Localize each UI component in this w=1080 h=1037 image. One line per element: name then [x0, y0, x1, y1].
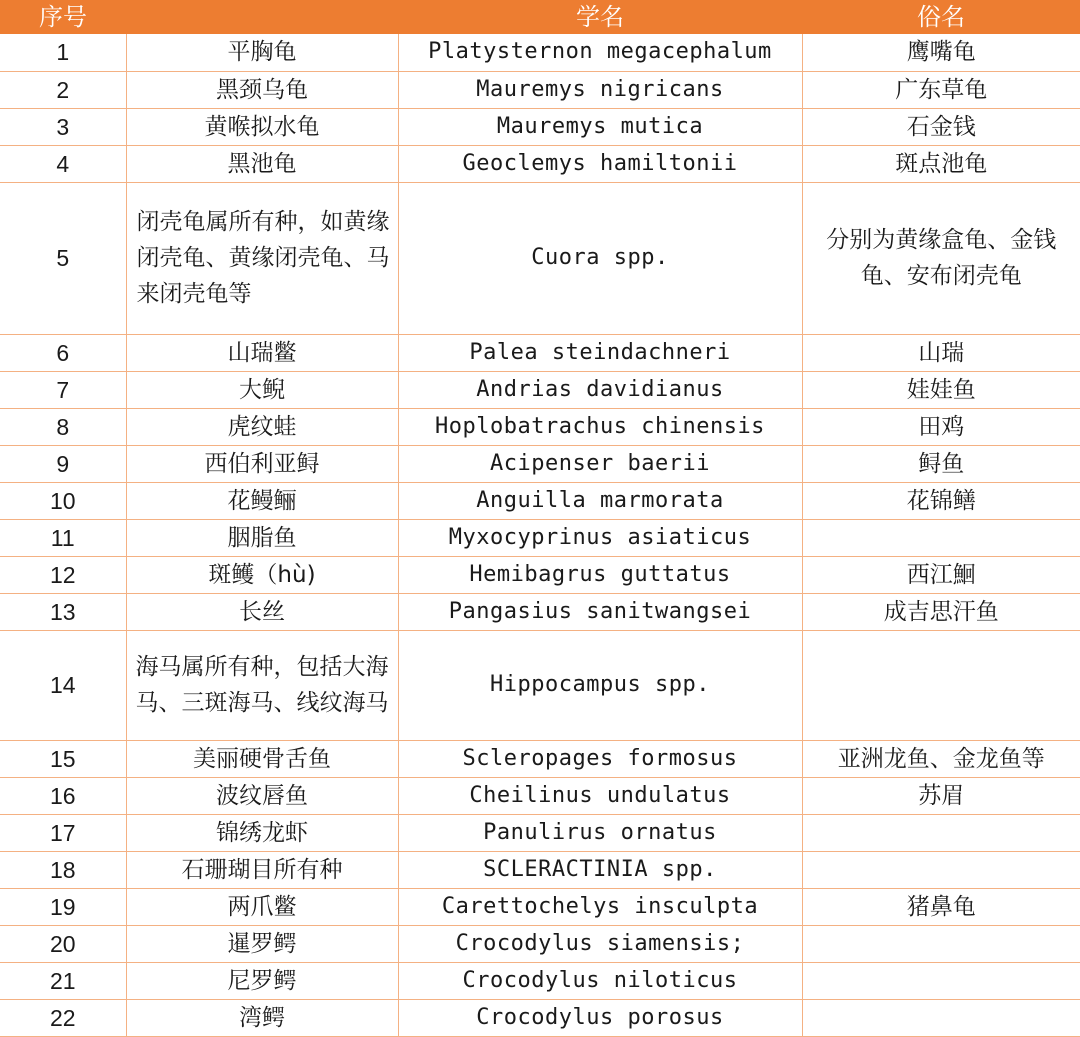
row-scientific-cell: Platysternon megacephalum: [398, 34, 802, 71]
row-common-cell: 石金钱: [802, 108, 1080, 145]
row-name-cell: 暹罗鳄: [126, 925, 398, 962]
table-row: [0, 814, 1080, 851]
table-row: [0, 519, 1080, 556]
row-index-cell: 22: [0, 999, 126, 1036]
table-row: [0, 888, 1080, 925]
row-index-cell: 1: [0, 34, 126, 71]
header-row: [0, 0, 1080, 34]
table-row: [0, 182, 1080, 334]
row-index-cell: 12: [0, 556, 126, 593]
table-row: [0, 851, 1080, 888]
row-index-cell: 14: [0, 630, 126, 740]
row-index-cell: 9: [0, 445, 126, 482]
table-row: [0, 482, 1080, 519]
row-index-cell: 8: [0, 408, 126, 445]
row-name-cell: 黑池龟: [126, 145, 398, 182]
row-common-cell: 猪鼻龟: [802, 888, 1080, 925]
row-common-cell: 田鸡: [802, 408, 1080, 445]
row-index-cell: 6: [0, 334, 126, 371]
table-row: [0, 34, 1080, 71]
row-scientific-cell: Carettochelys insculpta: [398, 888, 802, 925]
row-scientific-cell: Mauremys nigricans: [398, 71, 802, 108]
row-index-cell: 18: [0, 851, 126, 888]
row-index-cell: 13: [0, 593, 126, 630]
row-name-cell: 两爪鳖: [126, 888, 398, 925]
table-row: [0, 556, 1080, 593]
row-index-cell: 19: [0, 888, 126, 925]
row-scientific-cell: Crocodylus porosus: [398, 999, 802, 1036]
row-name-cell: 长丝: [126, 593, 398, 630]
row-name-cell: 湾鳄: [126, 999, 398, 1036]
row-scientific-cell: Acipenser baerii: [398, 445, 802, 482]
row-name-cell: 斑鳠（hù): [126, 556, 398, 593]
table-row: [0, 630, 1080, 740]
row-name-cell: 尼罗鳄: [126, 962, 398, 999]
row-index-cell: 16: [0, 777, 126, 814]
table-body: [0, 34, 1080, 1036]
row-common-cell: 西江鮰: [802, 556, 1080, 593]
header-scientific: 学名: [398, 0, 802, 34]
row-common-cell: [802, 630, 1080, 740]
row-common-cell: 花锦鳝: [802, 482, 1080, 519]
header-name: [126, 0, 398, 34]
row-index-cell: 2: [0, 71, 126, 108]
table-row: [0, 777, 1080, 814]
row-name-cell: 海马属所有种，包括大海马、三斑海马、线纹海马: [126, 630, 398, 740]
row-common-cell: [802, 519, 1080, 556]
row-scientific-cell: Mauremys mutica: [398, 108, 802, 145]
row-scientific-cell: Geoclemys hamiltonii: [398, 145, 802, 182]
table-row: [0, 334, 1080, 371]
row-scientific-cell: Cuora spp.: [398, 182, 802, 334]
row-index-cell: 20: [0, 925, 126, 962]
row-common-cell: [802, 925, 1080, 962]
row-name-cell: 石珊瑚目所有种: [126, 851, 398, 888]
table-row: [0, 445, 1080, 482]
row-name-cell: 美丽硬骨舌鱼: [126, 740, 398, 777]
row-scientific-cell: Crocodylus niloticus: [398, 962, 802, 999]
row-common-cell: 鲟鱼: [802, 445, 1080, 482]
row-common-cell: [802, 814, 1080, 851]
row-scientific-cell: Palea steindachneri: [398, 334, 802, 371]
row-index-cell: 4: [0, 145, 126, 182]
row-common-cell: [802, 999, 1080, 1036]
row-common-cell: [802, 962, 1080, 999]
row-name-cell: 虎纹蛙: [126, 408, 398, 445]
row-common-cell: 苏眉: [802, 777, 1080, 814]
table-row: [0, 999, 1080, 1036]
table-row: [0, 371, 1080, 408]
row-index-cell: 5: [0, 182, 126, 334]
row-index-cell: 17: [0, 814, 126, 851]
row-common-cell: 亚洲龙鱼、金龙鱼等: [802, 740, 1080, 777]
row-scientific-cell: Crocodylus siamensis;: [398, 925, 802, 962]
row-scientific-cell: Hoplobatrachus chinensis: [398, 408, 802, 445]
row-name-cell: 波纹唇鱼: [126, 777, 398, 814]
row-common-cell: 娃娃鱼: [802, 371, 1080, 408]
header-index: 序号: [0, 0, 126, 34]
row-index-cell: 7: [0, 371, 126, 408]
row-name-cell: 闭壳龟属所有种，如黄缘闭壳龟、黄缘闭壳龟、马来闭壳龟等: [126, 182, 398, 334]
row-common-cell: 分别为黄缘盒龟、金钱龟、安布闭壳龟: [802, 182, 1080, 334]
row-scientific-cell: Hippocampus spp.: [398, 630, 802, 740]
header-common: 俗名: [802, 0, 1080, 34]
row-common-cell: 成吉思汗鱼: [802, 593, 1080, 630]
row-scientific-cell: Pangasius sanitwangsei: [398, 593, 802, 630]
row-name-cell: 黑颈乌龟: [126, 71, 398, 108]
table-row: [0, 740, 1080, 777]
table-row: [0, 71, 1080, 108]
row-common-cell: 斑点池龟: [802, 145, 1080, 182]
row-scientific-cell: Hemibagrus guttatus: [398, 556, 802, 593]
row-name-cell: 黄喉拟水龟: [126, 108, 398, 145]
row-scientific-cell: Cheilinus undulatus: [398, 777, 802, 814]
row-name-cell: 大鲵: [126, 371, 398, 408]
table-row: [0, 108, 1080, 145]
row-common-cell: 山瑞: [802, 334, 1080, 371]
table-header: [0, 0, 1080, 34]
row-name-cell: 锦绣龙虾: [126, 814, 398, 851]
row-scientific-cell: Myxocyprinus asiaticus: [398, 519, 802, 556]
row-name-cell: 胭脂鱼: [126, 519, 398, 556]
row-common-cell: 鹰嘴龟: [802, 34, 1080, 71]
row-scientific-cell: Panulirus ornatus: [398, 814, 802, 851]
table-row: [0, 962, 1080, 999]
row-scientific-cell: Anguilla marmorata: [398, 482, 802, 519]
table-row: [0, 593, 1080, 630]
row-scientific-cell: SCLERACTINIA spp.: [398, 851, 802, 888]
row-scientific-cell: Andrias davidianus: [398, 371, 802, 408]
row-common-cell: [802, 851, 1080, 888]
row-scientific-cell: Scleropages formosus: [398, 740, 802, 777]
row-index-cell: 15: [0, 740, 126, 777]
row-name-cell: 山瑞鳖: [126, 334, 398, 371]
row-name-cell: 西伯利亚鲟: [126, 445, 398, 482]
row-name-cell: 平胸龟: [126, 34, 398, 71]
row-index-cell: 3: [0, 108, 126, 145]
row-common-cell: 广东草龟: [802, 71, 1080, 108]
row-index-cell: 11: [0, 519, 126, 556]
row-name-cell: 花鳗鲡: [126, 482, 398, 519]
row-index-cell: 10: [0, 482, 126, 519]
table-row: [0, 145, 1080, 182]
table-row: [0, 925, 1080, 962]
table-row: [0, 408, 1080, 445]
row-index-cell: 21: [0, 962, 126, 999]
